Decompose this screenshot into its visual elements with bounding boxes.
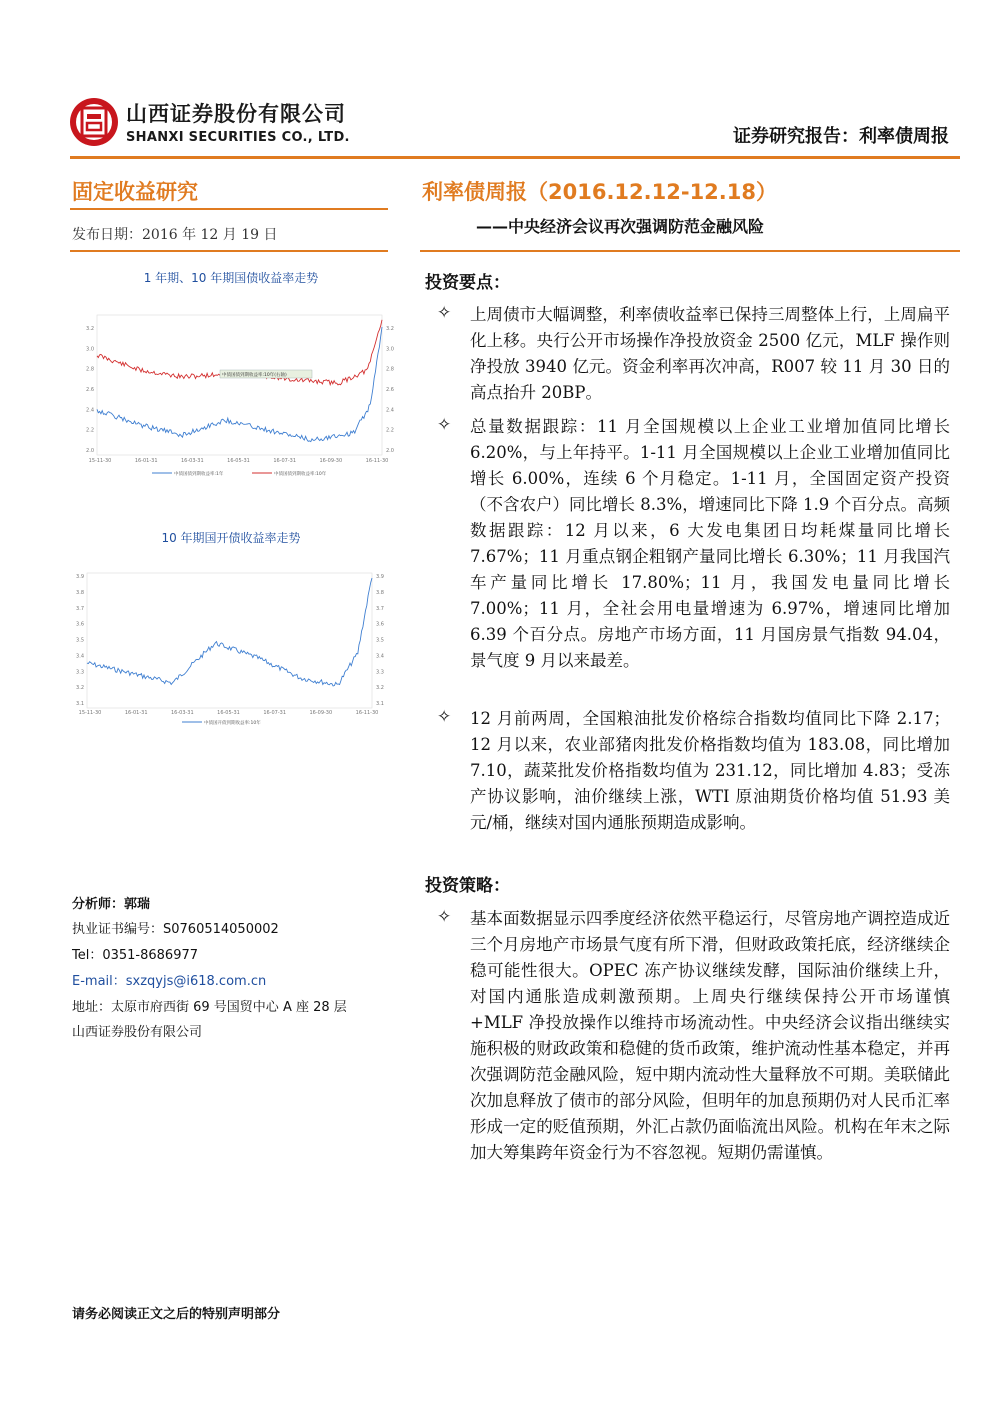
chart2-legend: 中债国开债到期收益率:10年 — [204, 721, 261, 726]
chart2-left-tick: 3.5 — [76, 637, 84, 644]
chart2-x-tick: 15-11-30 — [78, 710, 102, 716]
chart1-left-tick: 2.8 — [86, 366, 94, 373]
chart2-left-tick: 3.2 — [76, 685, 84, 692]
chart1-right-tick: 2.0 — [386, 448, 394, 454]
chart2-left-tick: 3.9 — [76, 574, 84, 580]
points-heading: 投资要点： — [425, 273, 510, 293]
chart1-left-tick: 2.2 — [86, 427, 94, 434]
report-title: 利率债周报（2016.12.12-12.18） — [422, 180, 777, 204]
chart1-title: 1 年期、10 年期国债收益率走势 — [143, 271, 319, 285]
chart1-x-tick: 16-01-31 — [134, 458, 158, 464]
chart2-x-tick: 16-03-31 — [170, 710, 194, 716]
chart1-x-tick: 16-05-31 — [227, 458, 250, 464]
chart1-legend-1: 中债国债到期收益率:1年 — [174, 472, 224, 477]
bullet-icon: ✧ — [437, 907, 452, 927]
chart2-left-tick: 3.7 — [76, 605, 84, 612]
chart2-right-tick: 3.1 — [376, 701, 384, 707]
point-3: 12 月前两周，全国粮油批发价格综合指数均值同比下降 2.17；12 月以来，农业部猪肉批发价格指数均值为 183.08，同比增加 7.10，蔬菜批发价格指数均值为 231.12，同比增加 4.83；受冻产协议影响，油价继续上涨，WTI 原油期货价格均值 51.93 美元/桶，继续对国内通胀预期造成影响。 — [470, 709, 950, 832]
chart1-x-tick: 15-11-30 — [88, 458, 112, 464]
chart1-left-tick: 2.6 — [86, 387, 94, 393]
company-logo — [68, 96, 120, 148]
bullet-icon: ✧ — [437, 303, 452, 323]
chart1-left-tick: 3.0 — [86, 346, 94, 353]
chart1-right-tick: 2.8 — [386, 366, 394, 373]
header-divider — [70, 156, 960, 159]
chart1-left-tick: 3.2 — [86, 326, 94, 332]
chart2-right-tick: 3.2 — [376, 685, 384, 692]
chart1-right-tick: 3.0 — [386, 346, 394, 353]
point-1: 上周债市大幅调整，利率债收益率已保持三周整体上行，上周扁平化上移。央行公开市场操作净投放资金 2500 亿元，MLF 操作则净投放 3940 亿元。资金利率再次冲高，R007 较 11 月 30 日的高点抬升 20BP。 — [470, 305, 950, 402]
analyst-address: 地址：太原市府西街 69 号国贸中心 A 座 28 层 — [72, 1000, 347, 1015]
point-2: 总量数据跟踪：11 月全国规模以上企业工业增加值同比增长 6.20%，与上年持平。1-11 月全国规模以上企业工业增加值同比增长 6.00%，连续 6 个月稳定。1-11 月，全国固定资产投资（不含农户）同比增长 8.3%，增速同比下降 1.9 个百分点。高频数据跟踪：12 月以来，6 大发电集团日均耗煤量同比增长 7.67%；11 月重点钢企粗钢产量同比增长 6.30%；11 月我国汽车产量同比增长 17.80%；11 月，我国发电量同比增长 7.00%；11 月，全社会用电量增速为 6.97%，增速同比增加 6.39 个百分点。房地产市场方面，11 月国房景气指数 94.04，景气度 9 月以来最差。 — [470, 417, 950, 670]
chart2-x-tick: 16-07-31 — [263, 710, 287, 716]
chart2-x-tick: 16-05-31 — [217, 710, 240, 716]
chart2-right-tick: 3.5 — [376, 637, 384, 644]
chart2-x-tick: 16-09-30 — [309, 710, 333, 716]
chart2-right-tick: 3.3 — [376, 669, 384, 676]
chart1-annotation: 中债国债到期收益率:10年(右轴) — [222, 373, 287, 378]
chart2-left-tick: 3.8 — [76, 589, 84, 596]
chart2-cdb-10y — [72, 568, 392, 730]
chart1-x-tick: 16-11-30 — [365, 458, 389, 464]
analyst-email[interactable]: E-mail：sxzqyjs@i618.com.cn — [72, 974, 267, 989]
chart1-x-tick: 16-09-30 — [319, 458, 343, 464]
disclaimer-note: 请务必阅读正文之后的特别声明部分 — [72, 1307, 281, 1322]
analyst-cert: 执业证书编号：S0760514050002 — [72, 922, 279, 937]
bullet-icon: ✧ — [437, 415, 452, 435]
chart2-title: 10 年期国开债收益率走势 — [161, 531, 301, 545]
chart1-x-tick: 16-03-31 — [180, 458, 204, 464]
analyst-company: 山西证券股份有限公司 — [72, 1025, 203, 1040]
chart2-left-tick: 3.3 — [76, 669, 84, 676]
chart1-right-tick: 3.2 — [386, 326, 394, 332]
publish-date: 发布日期：2016 年 12 月 19 日 — [72, 227, 278, 243]
chart2-left-tick: 3.6 — [76, 621, 84, 628]
chart1-right-tick: 2.6 — [386, 387, 394, 393]
analyst-tel: Tel：0351-8686977 — [72, 948, 199, 963]
report-type: 证券研究报告：利率债周报 — [733, 126, 949, 147]
section-title: 固定收益研究 — [72, 180, 198, 204]
chart2-right-tick: 3.9 — [376, 574, 384, 580]
bullet-icon: ✧ — [437, 707, 452, 727]
report-subtitle: ——中央经济会议再次强调防范金融风险 — [476, 217, 765, 236]
strategy-text: 基本面数据显示四季度经济依然平稳运行，尽管房地产调控造成近三个月房地产市场景气度有所下滑，但财政政策托底，经济继续企稳可能性很大。OPEC 冻产协议继续发酵，国际油价继续上升，对国内通胀造成刺激预期。上周央行继续保持公开市场谨慎+MLF 净投放操作以维持市场流动性。中央经济会议指出继续实施积极的财政政策和稳健的货币政策，维护流动性基本稳定，并再次强调防范金融风险，短中期内流动性大量释放不可期。美联储此次加息释放了债市的部分风险，但明年的加息预期仍对人民币汇率形成一定的贬值预期，外汇占款仍面临流出风险。机构在年末之际加大筹集跨年资金行为不容忽视。短期仍需谨慎。 — [470, 909, 950, 1162]
chart2-x-tick: 16-01-31 — [124, 710, 148, 716]
chart1-yield-1y-10y — [72, 310, 402, 482]
left-divider — [70, 208, 388, 210]
chart1-x-tick: 16-07-31 — [273, 458, 297, 464]
chart1-right-tick: 2.4 — [386, 407, 394, 414]
chart2-left-tick: 3.1 — [76, 701, 84, 707]
chart1-left-tick: 2.0 — [86, 448, 94, 454]
chart2-right-tick: 3.6 — [376, 621, 384, 628]
chart2-right-tick: 3.7 — [376, 605, 384, 612]
right-divider — [420, 250, 960, 252]
chart1-legend-2: 中债国债到期收益率:10年 — [274, 472, 327, 477]
chart1-right-tick: 2.2 — [386, 427, 394, 434]
chart1-left-tick: 2.4 — [86, 407, 94, 414]
company-name-en: SHANXI SECURITIES CO., LTD. — [126, 130, 350, 145]
strategy-heading: 投资策略： — [425, 876, 510, 896]
company-name-cn: 山西证券股份有限公司 — [126, 102, 346, 126]
left-divider-2 — [70, 250, 388, 252]
chart2-left-tick: 3.4 — [76, 653, 84, 660]
chart2-right-tick: 3.4 — [376, 653, 384, 660]
chart2-right-tick: 3.8 — [376, 589, 384, 596]
chart2-x-tick: 16-11-30 — [355, 710, 379, 716]
analyst-name: 分析师：郭瑞 — [72, 897, 151, 912]
